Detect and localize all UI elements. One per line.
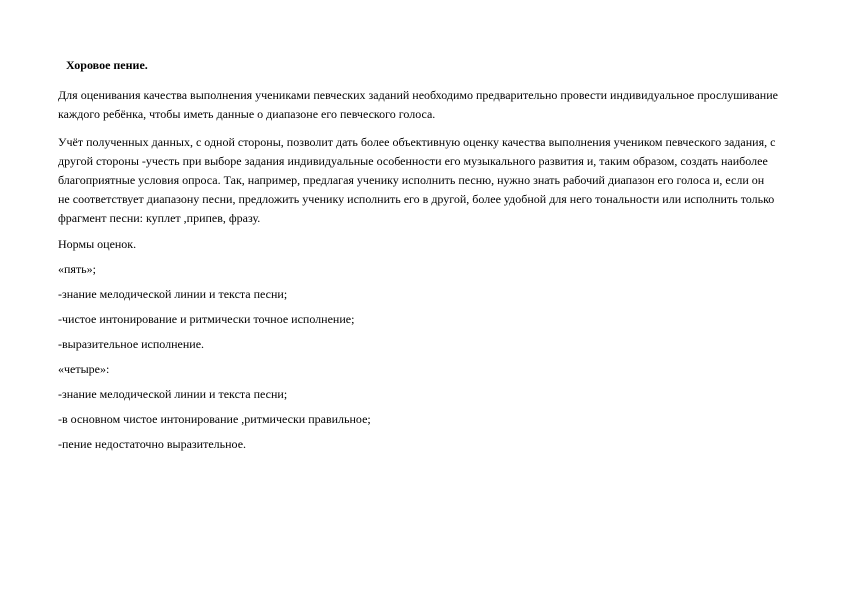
- grade-five-criterion: -чистое интонирование и ритмически точное исполнение;: [58, 312, 355, 326]
- document-body: [58, 58, 778, 462]
- grade-four-criterion: -пение недостаточно выразительное.: [58, 437, 247, 451]
- grade-five-criterion: -знание мелодической линии и текста песни;: [58, 287, 288, 301]
- grading-norms-heading: Нормы оценок.: [58, 237, 137, 251]
- paragraph-details: Учёт полученных данных, с одной стороны, позволит дать более объективную оценку качества выполнения учеником певческого задания, с другой стороны -учесть при выборе задания индивидуальные особенности его музыкального развития и, таким образом, создать наиболее благоприятные условия опроса. Так, например, предлагая ученику исполнить песню, нужно знать рабочий диапазон его голоса и, если он не соответствует диапазону песни, предложить ученику исполнить его в другой, более удобной для него тональности или исполнить только фрагмент песни: куплет ,припев, фразу.: [58, 135, 776, 225]
- grade-five-label: «пять»;: [58, 262, 96, 276]
- grade-four-label: «четыре»:: [58, 362, 110, 376]
- document-title: Хоровое пение.: [66, 58, 148, 72]
- grade-four-criterion: -знание мелодической линии и текста песни;: [58, 387, 288, 401]
- grade-five-criterion: -выразительное исполнение.: [58, 337, 205, 351]
- paragraph-intro: Для оценивания качества выполнения учениками певческих заданий необходимо предварительно провести индивидуальное прослушивание каждого ребёнка, чтобы иметь данные о диапазоне его певческого голоса.: [58, 88, 778, 121]
- grade-four-criterion: -в основном чистое интонирование ,ритмически правильное;: [58, 412, 371, 426]
